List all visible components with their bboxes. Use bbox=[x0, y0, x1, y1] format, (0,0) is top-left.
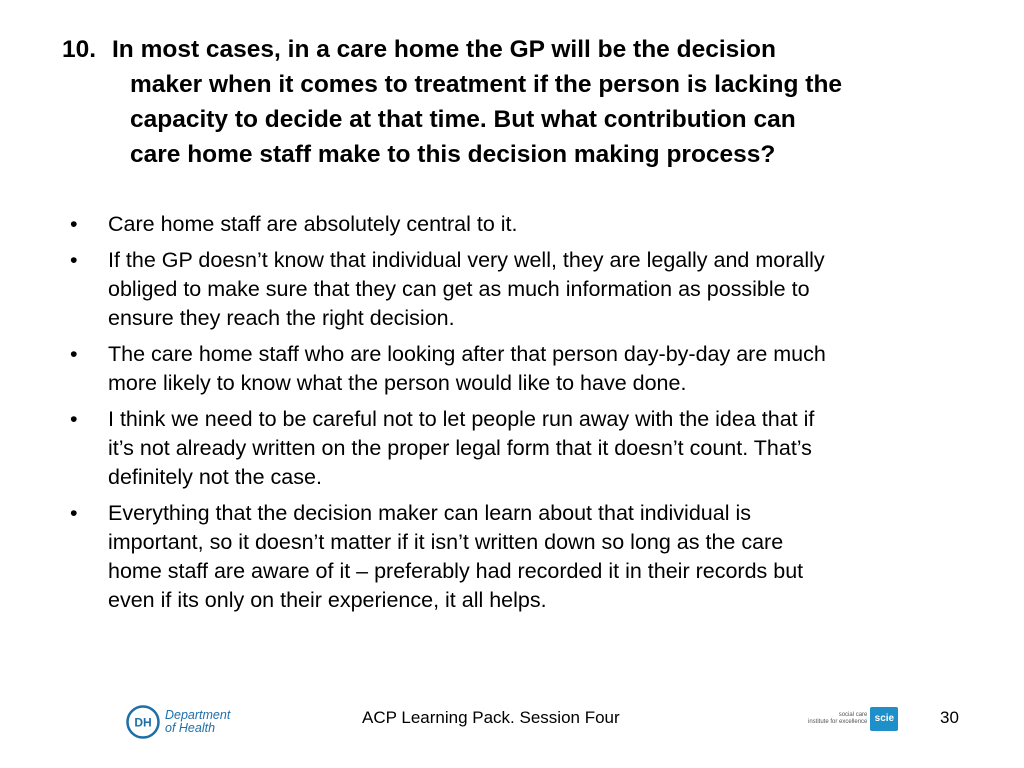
scie-logo-line: institute for excellence bbox=[808, 719, 868, 725]
dh-logo-line: of Health bbox=[165, 721, 216, 735]
question-line: maker when it comes to treatment if the person is lacking the bbox=[130, 71, 843, 98]
bullet-item bbox=[70, 246, 970, 333]
scie-logo bbox=[808, 707, 898, 731]
question-line: capacity to decide at that time. But what contribution can bbox=[130, 106, 796, 133]
bullet-item bbox=[70, 499, 970, 615]
question-number: 10. bbox=[62, 36, 97, 63]
question-heading bbox=[62, 32, 982, 172]
footer-title: ACP Learning Pack. Session Four bbox=[362, 708, 620, 727]
bullet-item bbox=[70, 340, 970, 398]
bullet-line: I think we need to be careful not to let people run away with the idea that if bbox=[108, 407, 815, 431]
bullet-line: obliged to make sure that they can get as much information as possible to bbox=[108, 277, 810, 301]
bullet-line: it’s not already written on the proper legal form that it doesn’t count. That’s bbox=[108, 436, 812, 460]
bullet-line: definitely not the case. bbox=[108, 465, 322, 489]
dh-logo-mark-text: DH bbox=[134, 715, 152, 730]
department-of-health-logo bbox=[126, 704, 230, 740]
bullet-dot: • bbox=[70, 212, 78, 236]
answer-bullet-list bbox=[70, 210, 970, 622]
dh-logo-text bbox=[165, 709, 230, 735]
bullet-line: even if its only on their experience, it all helps. bbox=[108, 588, 547, 612]
dh-logo-line: Department bbox=[165, 708, 231, 722]
bullet-dot: • bbox=[70, 248, 78, 272]
scie-logo-line: social care bbox=[838, 712, 868, 718]
bullet-line: ensure they reach the right decision. bbox=[108, 306, 455, 330]
bullet-line: more likely to know what the person would like to have done. bbox=[108, 371, 687, 395]
scie-logo-icon: scie bbox=[870, 707, 898, 731]
bullet-line: Care home staff are absolutely central to it. bbox=[108, 212, 518, 236]
bullet-line: important, so it doesn’t matter if it isn’t written down so long as the care bbox=[108, 530, 784, 554]
question-line: In most cases, in a care home the GP will be the decision bbox=[112, 36, 776, 63]
bullet-item bbox=[70, 405, 970, 492]
question-line: care home staff make to this decision making process? bbox=[130, 141, 776, 168]
bullet-item bbox=[70, 210, 970, 239]
scie-logo-text bbox=[808, 712, 867, 726]
bullet-line: home staff are aware of it – preferably had recorded it in their records but bbox=[108, 559, 804, 583]
page-number: 30 bbox=[940, 708, 959, 727]
bullet-line: If the GP doesn’t know that individual very well, they are legally and morally bbox=[108, 248, 825, 272]
bullet-line: The care home staff who are looking after that person day-by-day are much bbox=[108, 342, 826, 366]
dh-logo-icon bbox=[126, 705, 160, 739]
bullet-dot: • bbox=[70, 342, 78, 366]
bullet-line: Everything that the decision maker can learn about that individual is bbox=[108, 501, 751, 525]
bullet-dot: • bbox=[70, 501, 78, 525]
question-text bbox=[62, 32, 982, 172]
bullet-dot: • bbox=[70, 407, 78, 431]
